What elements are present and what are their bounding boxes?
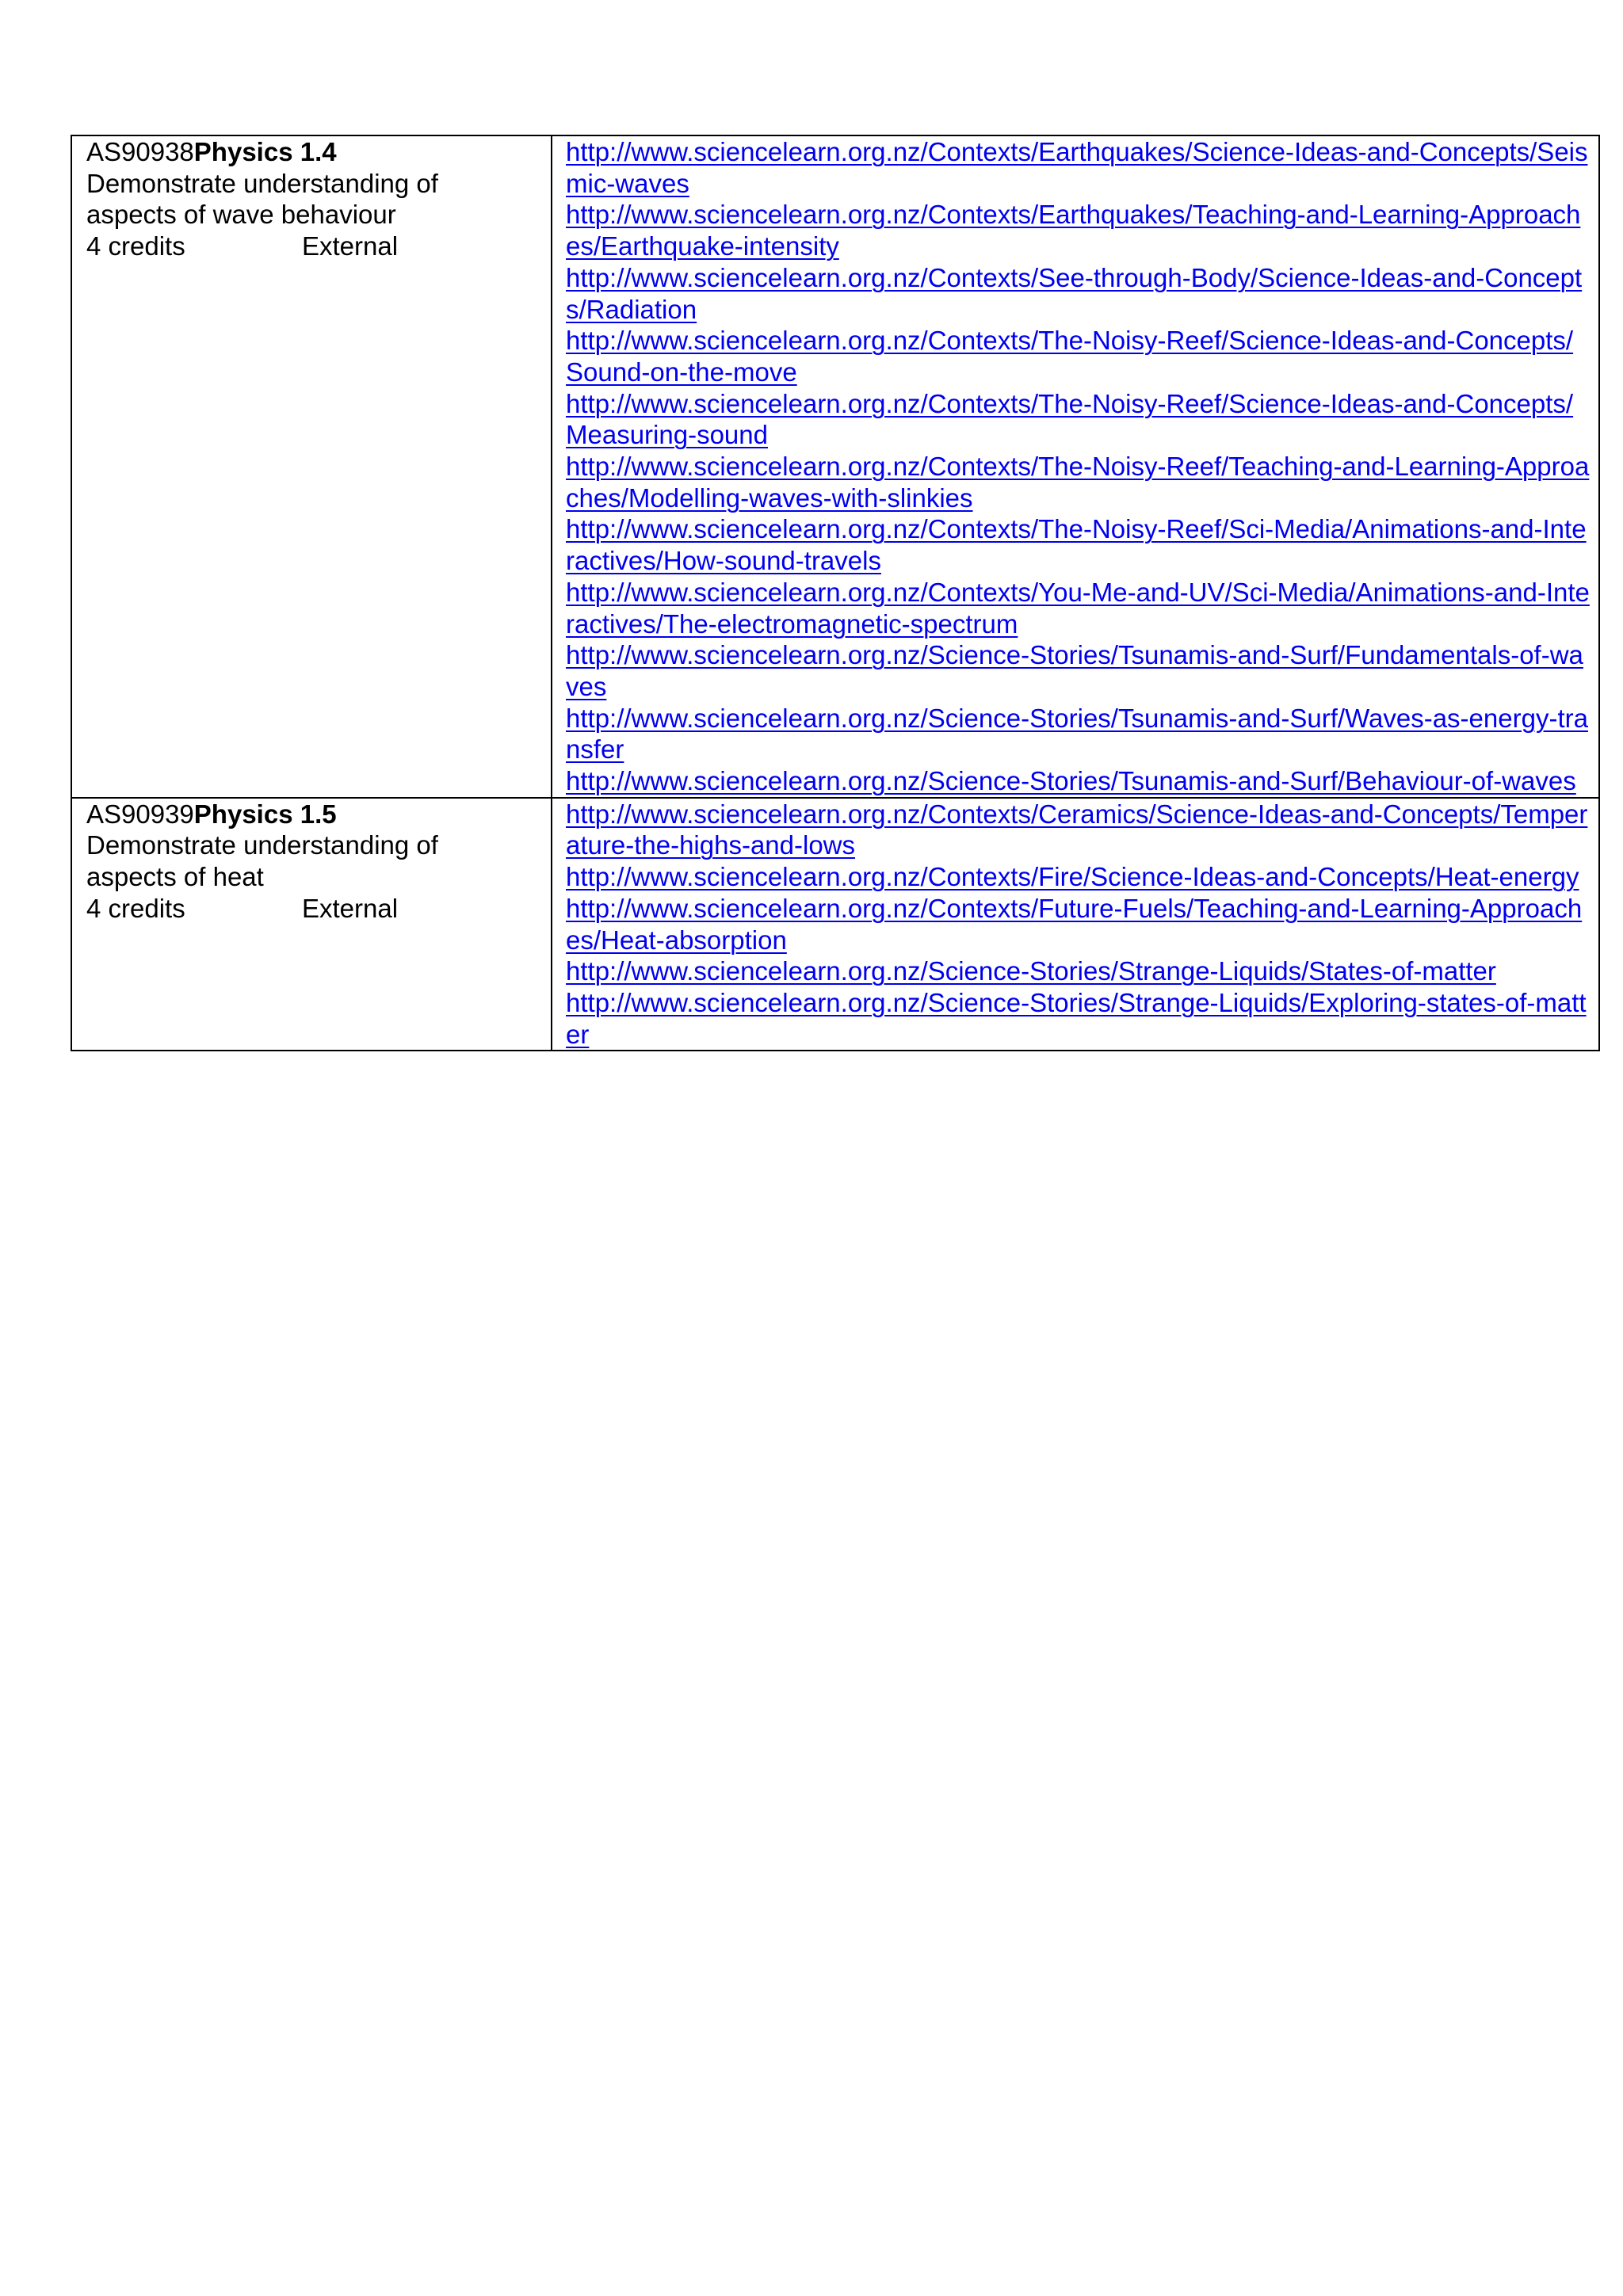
links-cell	[552, 135, 1599, 798]
table-row	[71, 135, 1599, 798]
standard-cell	[71, 798, 552, 1051]
resource-link[interactable]: http://www.sciencelearn.org.nz/Contexts/Earthquakes/Teaching-and-Learning-Approaches/Earthquake-intensity	[566, 200, 1581, 261]
resource-link[interactable]: http://www.sciencelearn.org.nz/Science-Stories/Tsunamis-and-Surf/Fundamentals-of-waves	[566, 640, 1583, 701]
table-row	[71, 798, 1599, 1051]
resources-table	[71, 135, 1600, 1051]
resource-link[interactable]: http://www.sciencelearn.org.nz/Science-Stories/Tsunamis-and-Surf/Behaviour-of-waves	[566, 766, 1576, 796]
resource-link[interactable]: http://www.sciencelearn.org.nz/Contexts/You-Me-and-UV/Sci-Media/Animations-and-Interactives/The-electromagnetic-spectrum	[566, 577, 1590, 639]
resource-link[interactable]: http://www.sciencelearn.org.nz/Contexts/The-Noisy-Reef/Science-Ideas-and-Concepts/Sound-on-the-move	[566, 326, 1574, 387]
resource-link[interactable]: http://www.sciencelearn.org.nz/Contexts/Fire/Science-Ideas-and-Concepts/Heat-energy	[566, 862, 1579, 892]
standard-heading	[86, 136, 551, 168]
standard-description-line: Demonstrate understanding of	[86, 168, 438, 198]
links-cell	[552, 798, 1599, 1051]
resource-link[interactable]: http://www.sciencelearn.org.nz/Science-Stories/Strange-Liquids/Exploring-states-of-matter	[566, 987, 1587, 1049]
standard-code: AS90938	[86, 137, 194, 166]
resource-link[interactable]: http://www.sciencelearn.org.nz/Contexts/The-Noisy-Reef/Teaching-and-Learning-Approaches/Modelling-waves-with-slinkies	[566, 452, 1590, 513]
standard-name: Physics 1.5	[193, 799, 337, 829]
standard-code: AS90939	[86, 799, 194, 829]
resource-link[interactable]: http://www.sciencelearn.org.nz/Contexts/The-Noisy-Reef/Sci-Media/Animations-and-Interactives/How-sound-travels	[566, 514, 1587, 576]
standard-description-line: aspects of heat	[86, 862, 264, 892]
standard-cell	[71, 135, 552, 798]
standard-heading	[86, 799, 551, 830]
credits-value: 4 credits	[86, 231, 185, 261]
resource-link[interactable]: http://www.sciencelearn.org.nz/Contexts/See-through-Body/Science-Ideas-and-Concepts/Radiation	[566, 262, 1583, 324]
resource-link[interactable]: http://www.sciencelearn.org.nz/Science-Stories/Tsunamis-and-Surf/Waves-as-energy-transfer	[566, 703, 1588, 765]
resource-link[interactable]: http://www.sciencelearn.org.nz/Contexts/The-Noisy-Reef/Science-Ideas-and-Concepts/Measuring-sound	[566, 388, 1574, 450]
standard-description-line: Demonstrate understanding of	[86, 830, 438, 860]
standard-name: Physics 1.4	[193, 137, 337, 166]
resource-link[interactable]: http://www.sciencelearn.org.nz/Contexts/Future-Fuels/Teaching-and-Learning-Approaches/Heat-absorption	[566, 893, 1583, 955]
standard-description-line: aspects of wave behaviour	[86, 200, 396, 230]
resource-link[interactable]: http://www.sciencelearn.org.nz/Contexts/Earthquakes/Science-Ideas-and-Concepts/Seismic-waves	[566, 137, 1588, 198]
credits-row	[86, 231, 551, 262]
resource-link[interactable]: http://www.sciencelearn.org.nz/Science-Stories/Strange-Liquids/States-of-matter	[566, 956, 1496, 986]
credits-value: 4 credits	[86, 893, 185, 923]
credits-row	[86, 893, 551, 925]
assessment-type: External	[302, 893, 399, 923]
resource-link[interactable]: http://www.sciencelearn.org.nz/Contexts/Ceramics/Science-Ideas-and-Concepts/Temperature-the-highs-and-lows	[566, 799, 1588, 860]
assessment-type: External	[302, 231, 399, 261]
